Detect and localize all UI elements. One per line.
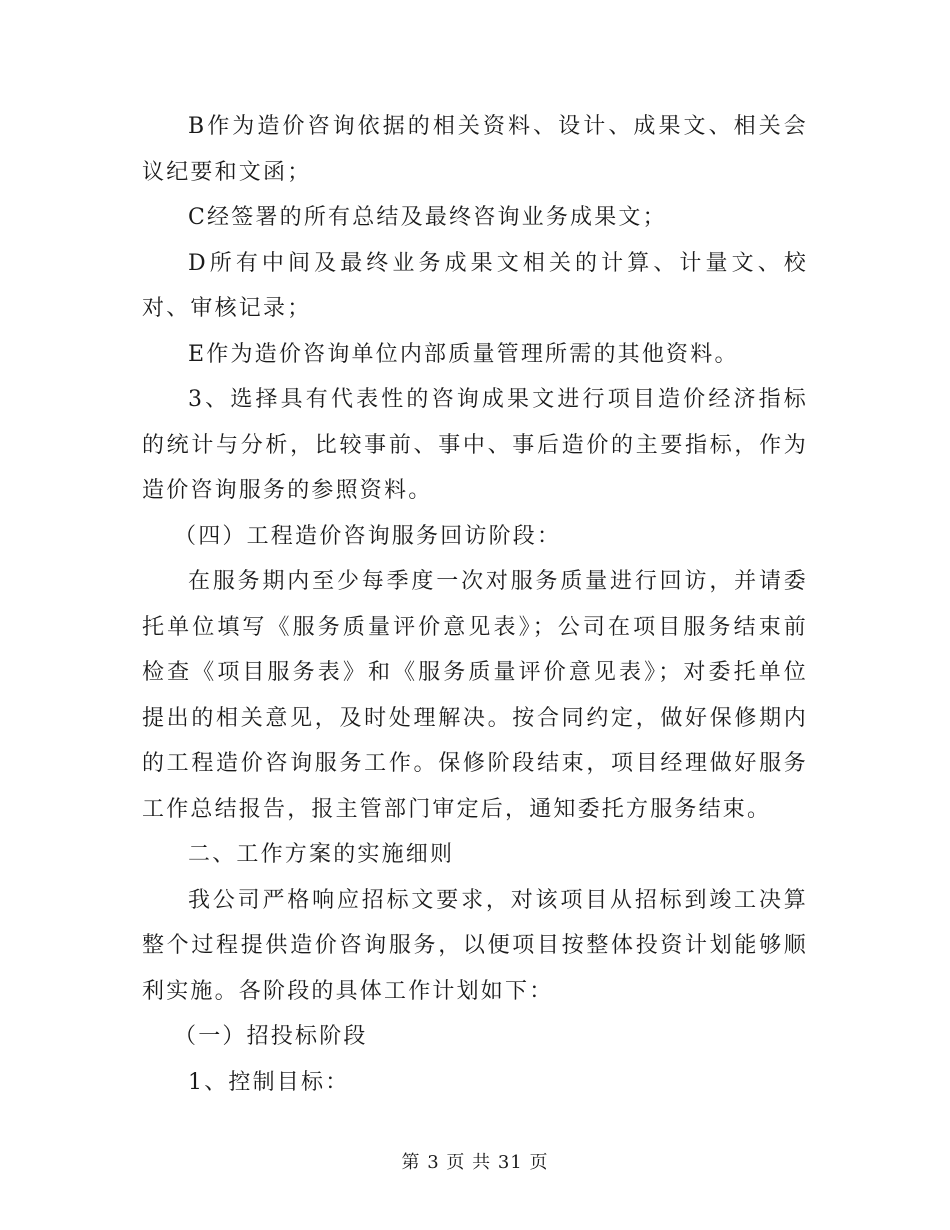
- paragraph-item-3: 3、选择具有代表性的咨询成果文进行项目造价经济指标的统计与分析，比较事前、事中、事后造价的主要指标，作为造价咨询服务的参照资料。: [142, 387, 808, 503]
- page-number-label: 第 3 页 共 31 页: [401, 1152, 549, 1173]
- paragraph-control-target: 1、控制目标：: [188, 1069, 350, 1095]
- paragraph-d: D所有中间及最终业务成果文相关的计算、计量文、校对、审核记录；: [142, 250, 808, 321]
- section-heading-1: （一）招投标阶段: [174, 1024, 368, 1049]
- paragraph-intro: 我公司严格响应招标文要求，对该项目从招标到竣工决算整个过程提供造价咨询服务，以便项目按整体投资计划能够顺利实施。各阶段的具体工作计划如下：: [142, 887, 808, 1004]
- paragraph-e: E作为造价咨询单位内部质量管理所需的其他资料。: [188, 341, 739, 367]
- paragraph-c: C经签署的所有总结及最终咨询业务成果文；: [188, 205, 667, 230]
- section-heading-4: （四）工程造价咨询服务回访阶段：: [174, 523, 562, 549]
- document-body: [142, 104, 808, 1105]
- paragraph-b: B作为造价咨询依据的相关资料、设计、成果文、相关会议纪要和文函；: [142, 114, 808, 185]
- section-heading-2: 二、工作方案的实施细则: [188, 842, 455, 867]
- paragraph-followup: 在服务期内至少每季度一次对服务质量进行回访，并请委托单位填写《服务质量评价意见表》；公司在项目服务结束前检查《项目服务表》和《服务质量评价意见表》；对委托单位提出的相关意见，及时处理解决。按合同约定，做好保修期内的工程造价咨询服务工作。保修阶段结束，项目经理做好服务工作总结报告，报主管部门审定后，通知委托方服务结束。: [142, 569, 808, 822]
- page-footer: [0, 1148, 950, 1174]
